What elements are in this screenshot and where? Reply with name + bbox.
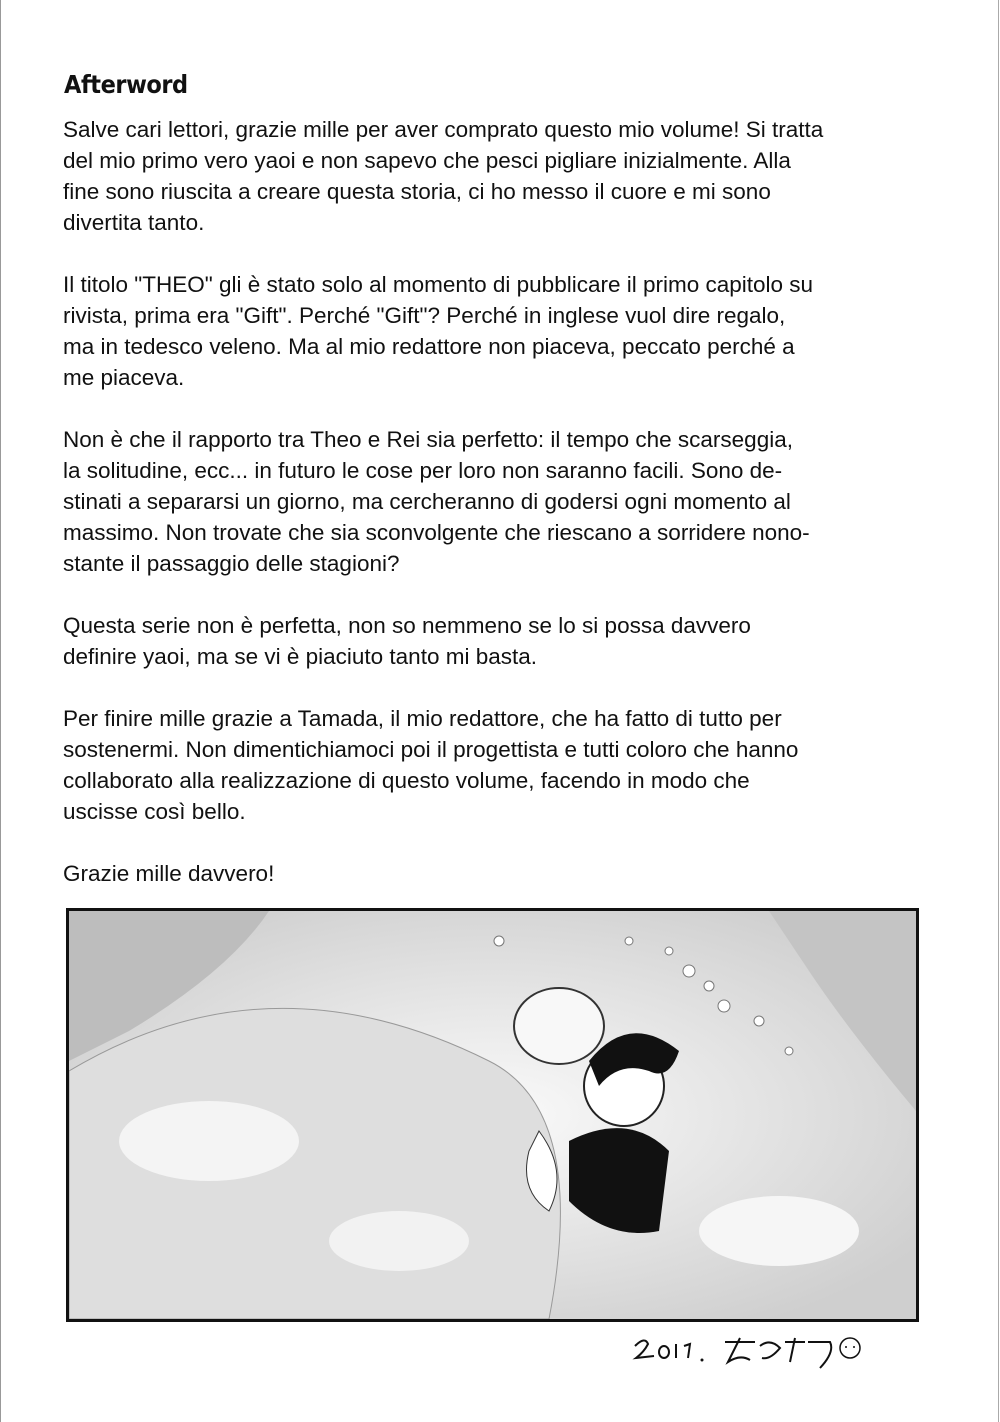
paragraph	[63, 269, 963, 393]
page-edge-right	[998, 0, 999, 1422]
text-line: fine sono riuscita a creare questa storia, ci ho messo il cuore e mi sono	[63, 179, 771, 204]
text-line: me piaceva.	[63, 365, 185, 390]
paragraph	[63, 858, 963, 889]
text-line: ma in tedesco veleno. Ma al mio redattore non piaceva, peccato perché a	[63, 334, 795, 359]
text-line: Grazie mille davvero!	[63, 861, 275, 886]
text-line: Questa serie non è perfetta, non so nemmeno se lo si possa davvero	[63, 613, 751, 638]
paragraph	[63, 610, 963, 672]
text-line: Non è che il rapporto tra Theo e Rei sia perfetto: il tempo che scarseggia,	[63, 427, 793, 452]
page-title: Afterword	[64, 70, 188, 99]
text-line: la solitudine, ecc... in futuro le cose per loro non saranno facili. Sono de-	[63, 458, 783, 483]
text-line: rivista, prima era "Gift". Perché "Gift"? Perché in inglese vuol dire regalo,	[63, 303, 786, 328]
paragraph	[63, 114, 963, 238]
text-line: uscisse così bello.	[63, 799, 246, 824]
illustration-two-characters-sleeping-in-flowers	[69, 911, 916, 1319]
page-edge-left	[0, 0, 1, 1422]
paragraph	[63, 703, 963, 827]
author-signature	[630, 1328, 880, 1378]
text-line: stante il passaggio delle stagioni?	[63, 551, 400, 576]
text-line: stinati a separarsi un giorno, ma cercheranno di godersi ogni momento al	[63, 489, 791, 514]
text-line: Per finire mille grazie a Tamada, il mio redattore, che ha fatto di tutto per	[63, 706, 782, 731]
paragraph	[63, 424, 963, 579]
text-line: divertita tanto.	[63, 210, 205, 235]
text-line: massimo. Non trovate che sia sconvolgente che riescano a sorridere nono-	[63, 520, 810, 545]
afterword-body	[63, 114, 963, 920]
illustration-panel	[66, 908, 919, 1322]
text-line: sostenermi. Non dimentichiamoci poi il progettista e tutti coloro che hanno	[63, 737, 799, 762]
text-line: collaborato alla realizzazione di questo volume, facendo in modo che	[63, 768, 750, 793]
text-line: definire yaoi, ma se vi è piaciuto tanto mi basta.	[63, 644, 537, 669]
text-line: Salve cari lettori, grazie mille per aver comprato questo mio volume! Si tratta	[63, 117, 824, 142]
text-line: Il titolo "THEO" gli è stato solo al momento di pubblicare il primo capitolo su	[63, 272, 814, 297]
text-line: del mio primo vero yaoi e non sapevo che pesci pigliare inizialmente. Alla	[63, 148, 791, 173]
